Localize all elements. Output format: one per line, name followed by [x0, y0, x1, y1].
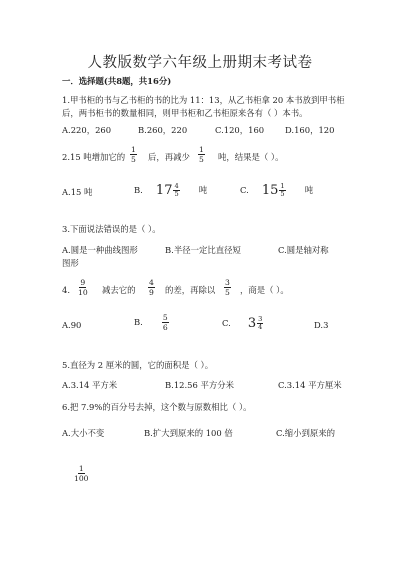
q3-option-a-wrap: 图形 [62, 258, 79, 268]
q4-stem-post: ，商是（ ）。 [240, 285, 289, 295]
q4-option-c[interactable]: C. 3 $\frac{3}{4}$ [222, 314, 263, 331]
q5-option-c[interactable]: C.3.14 平方厘米 [278, 380, 342, 390]
q2-stem-fraction-1: $\frac{1}{5}$ [131, 145, 136, 164]
q6-option-c-fraction: $\frac{1}{100}$ [74, 464, 89, 483]
q3-option-c[interactable]: C.圆是轴对称 [278, 245, 329, 255]
q3-stem: 3.下面说法错误的是（ ）。 [62, 224, 161, 234]
q2-stem-pre: 2.15 吨增加它的 [62, 152, 126, 162]
q3-option-b[interactable]: B.半径一定比直径短 [165, 245, 241, 255]
q4-stem-fraction-2: $\frac{4}{9}$ [149, 278, 154, 297]
q4-option-a[interactable]: A.90 [62, 320, 82, 330]
section-heading: 一．选择题(共8题，共16分) [62, 76, 172, 86]
q2-stem-mid: 后，再减少 [148, 152, 190, 162]
q1-option-d[interactable]: D.160，120 [285, 125, 335, 135]
q6-option-b[interactable]: B.扩大到原来的 100 倍 [144, 428, 233, 438]
q2-option-c[interactable]: C. 15 $\frac{1}{5}$ 吨 [240, 181, 314, 198]
q5-option-b[interactable]: B.12.56 平方分米 [165, 380, 234, 390]
q4-option-d[interactable]: D.3 [314, 320, 329, 330]
q1-stem-line1: 1.甲书柜的书与乙书柜的书的比为 11：13，从乙书柜拿 20 本书放到甲书柜 [62, 95, 345, 105]
q6-option-a[interactable]: A.大小不变 [62, 428, 105, 438]
q4-stem-fraction-1: $\frac{9}{10}$ [78, 278, 88, 297]
q3-option-a[interactable]: A.圆是一种曲线图形 [62, 245, 138, 255]
q5-stem: 5.直径为 2 厘米的圆，它的面积是（ ）。 [62, 360, 214, 370]
q1-stem-line2: 后，两书柜书的数量相同，则甲书柜和乙书柜原来各有（ ）本书。 [62, 108, 308, 118]
q4-stem-fraction-3: $\frac{3}{5}$ [225, 278, 230, 297]
q1-option-a[interactable]: A.220，260 [62, 125, 112, 135]
q6-option-c[interactable]: C.缩小到原来的 [276, 428, 336, 438]
q4-stem-mid2: 的差，再除以 [165, 285, 216, 295]
q2-stem-fraction-2: $\frac{1}{5}$ [199, 145, 204, 164]
q1-option-b[interactable]: B.260，220 [138, 125, 188, 135]
q4-option-b[interactable]: B. $\frac{5}{6}$ [134, 313, 168, 332]
q4-number: 4. [62, 285, 70, 295]
q2-option-a[interactable]: A.15 吨 [62, 187, 93, 197]
q1-option-c[interactable]: C.120，160 [215, 125, 265, 135]
q4-stem-mid1: 减去它的 [102, 285, 136, 295]
q6-stem: 6.把 7.9%的百分号去掉，这个数与原数相比（ ）。 [62, 402, 252, 412]
page-title: 人教版数学六年级上册期末考试卷 [87, 55, 313, 71]
q5-option-a[interactable]: A.3.14 平方米 [62, 380, 118, 390]
q2-option-b[interactable]: B. 17 $\frac{4}{5}$ 吨 [134, 181, 208, 198]
q2-stem-post: 吨，结果是（ ）。 [218, 152, 284, 162]
